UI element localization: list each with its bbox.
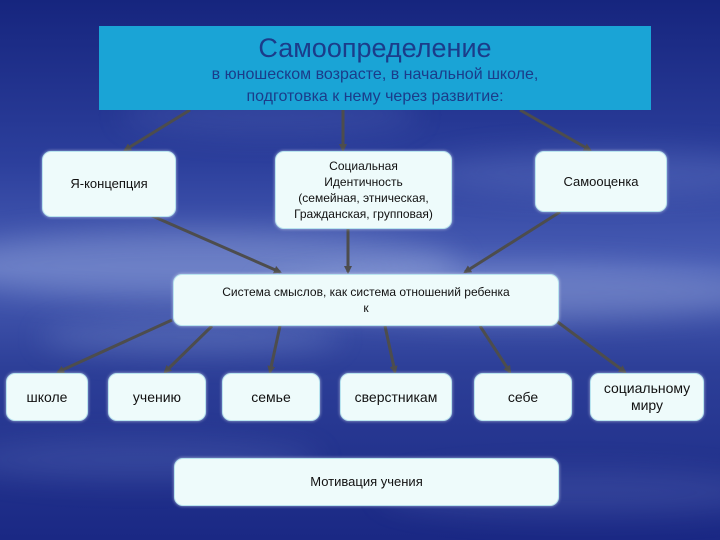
social-identity-line3: (семейная, этническая, [298, 191, 429, 205]
peers-box [340, 373, 452, 421]
meaning-system-line1: Система смыслов, как система отношений ребенка [222, 285, 510, 299]
social-world-line2: миру [630, 397, 664, 413]
arrow-meaning-to-self [480, 326, 510, 372]
arrow-meaning-to-peers [385, 326, 395, 372]
school-box [6, 373, 88, 421]
arrow-meaning-to-learning [165, 326, 212, 372]
arrow-meaning-to-school [58, 320, 172, 372]
motivation-box [174, 458, 559, 506]
family-label: семье [251, 388, 291, 405]
peers-label: сверстникам [354, 388, 438, 405]
header-title: Самоопределение [258, 33, 492, 63]
ya-concept-label: Я-концепция [70, 176, 148, 191]
arrow-header-to-self-esteem [520, 110, 590, 150]
self-label: себе [507, 388, 539, 405]
social-identity-line4: Гражданская, групповая) [294, 207, 433, 221]
self-esteem-box [535, 151, 667, 212]
self-esteem-label: Самооценка [563, 173, 639, 189]
social-identity-box [275, 151, 452, 229]
motivation-label: Мотивация учения [310, 474, 423, 489]
arrow-self-esteem-to-meaning [465, 212, 560, 272]
learning-box [108, 373, 206, 421]
social-identity-line2: Идентичность [324, 175, 403, 189]
arrow-meaning-to-social-world [555, 320, 625, 372]
meaning-system-line2: к [363, 301, 369, 315]
header-banner [99, 26, 651, 110]
arrow-meaning-to-family [270, 326, 280, 372]
header-subtitle-line1: в юношеском возрасте, в начальной школе, [211, 66, 539, 83]
header-subtitle-line2: подготовка к нему через развитие: [246, 88, 504, 105]
arrow-header-to-ya-concept [125, 110, 190, 150]
school-label: школе [26, 388, 68, 405]
social-world-box [590, 373, 704, 421]
meaning-system-box [173, 274, 559, 326]
arrow-ya-concept-to-meaning [150, 215, 280, 272]
ya-concept-box [42, 151, 176, 217]
self-box [474, 373, 572, 421]
social-identity-line1: Социальная [329, 159, 398, 173]
family-box [222, 373, 320, 421]
social-world-line1: социальному [603, 380, 691, 396]
learning-label: учению [132, 388, 182, 405]
